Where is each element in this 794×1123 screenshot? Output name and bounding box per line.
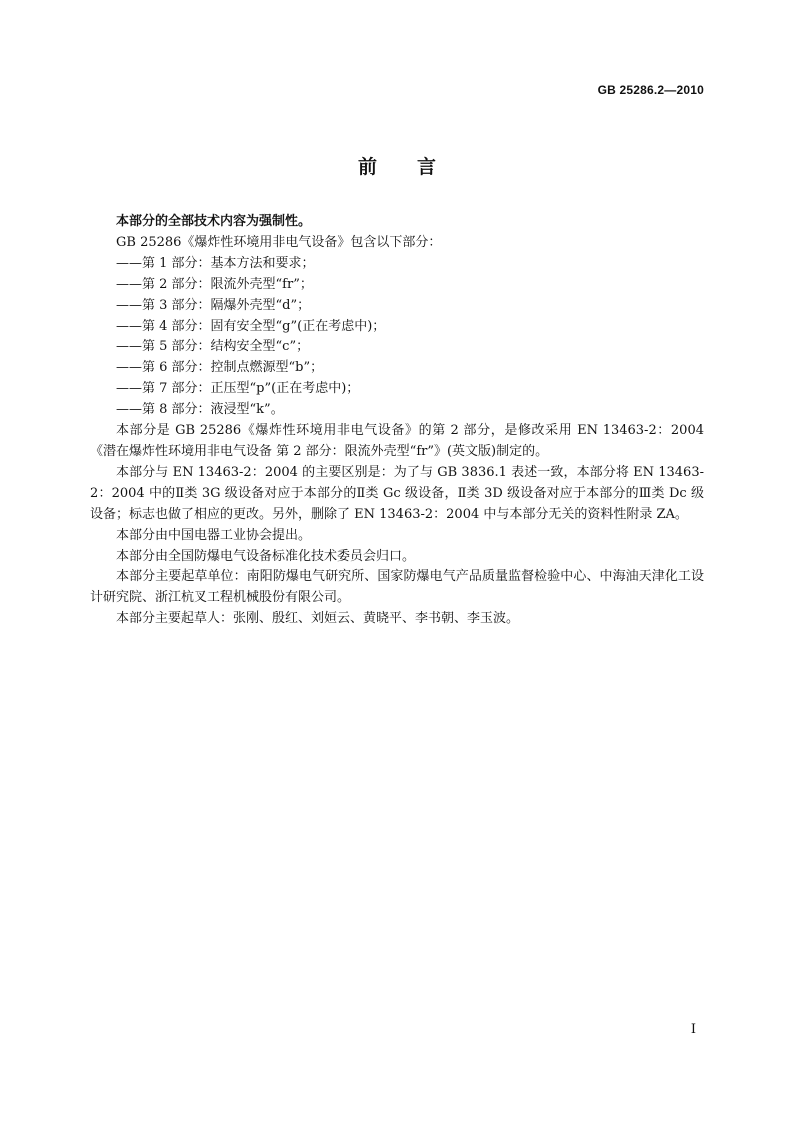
list-item: ——第 7 部分：正压型“p”(正在考虑中)； [116,381,360,397]
page-number: I [690,1022,696,1037]
list-item: ——第 8 部分：液浸型“k”。 [116,402,284,418]
list-item: ——第 5 部分：结构安全型“c”； [116,339,310,355]
series-intro: GB 25286《爆炸性环境用非电气设备》包含以下部分： [116,234,442,250]
parts-list [90,254,704,421]
list-item: ——第 4 部分：固有安全型“g”(正在考虑中)； [116,318,386,334]
list-item: ——第 3 部分：隔爆外壳型“d”； [116,297,311,313]
list-item: ——第 1 部分：基本方法和要求； [116,255,315,271]
mandatory-statement: 本部分的全部技术内容为强制性。 [116,214,312,229]
list-item: ——第 2 部分：限流外壳型“fr”； [116,276,313,292]
list-item: ——第 6 部分：控制点燃源型“b”； [116,360,324,376]
foreword-body [90,212,704,630]
adoption-paragraph: 本部分是 GB 25286《爆炸性环境用非电气设备》的第 2 部分，是修改采用 EN 13463-2：2004《潜在爆炸性环境用非电气设备 第 2 部分：限流外壳型“fr”》(英文版)制定的。 [90,423,704,459]
drafters-paragraph: 本部分主要起草人：张刚、殷红、刘姮云、黄晓平、李书朝、李玉波。 [116,611,520,627]
drafting-units-paragraph: 本部分主要起草单位：南阳防爆电气研究所、国家防爆电气产品质量监督检验中心、中海油天津化工设计研究院、浙江杭叉工程机械股份有限公司。 [90,569,704,606]
standard-code: GB 25286.2—2010 [597,83,704,97]
differences-paragraph: 本部分与 EN 13463-2：2004 的主要区别是：为了与 GB 3836.1 表述一致，本部分将 EN 13463-2：2004 中的Ⅱ类 3G 级设备对应于本部分的Ⅱ类 Gc 级设备，Ⅱ类 3D 级设备对应于本部分的Ⅲ类 Dc 级设备；标志也做了相应的更改。另外，删除了 EN 13463-2：2004 中与本部分无关的资料性附录 ZA。 [90,464,704,522]
page-title: 前言 [357,156,476,178]
proposed-by-paragraph: 本部分由中国电器工业协会提出。 [116,527,312,543]
managed-by-paragraph: 本部分由全国防爆电气设备标准化技术委员会归口。 [116,548,416,564]
